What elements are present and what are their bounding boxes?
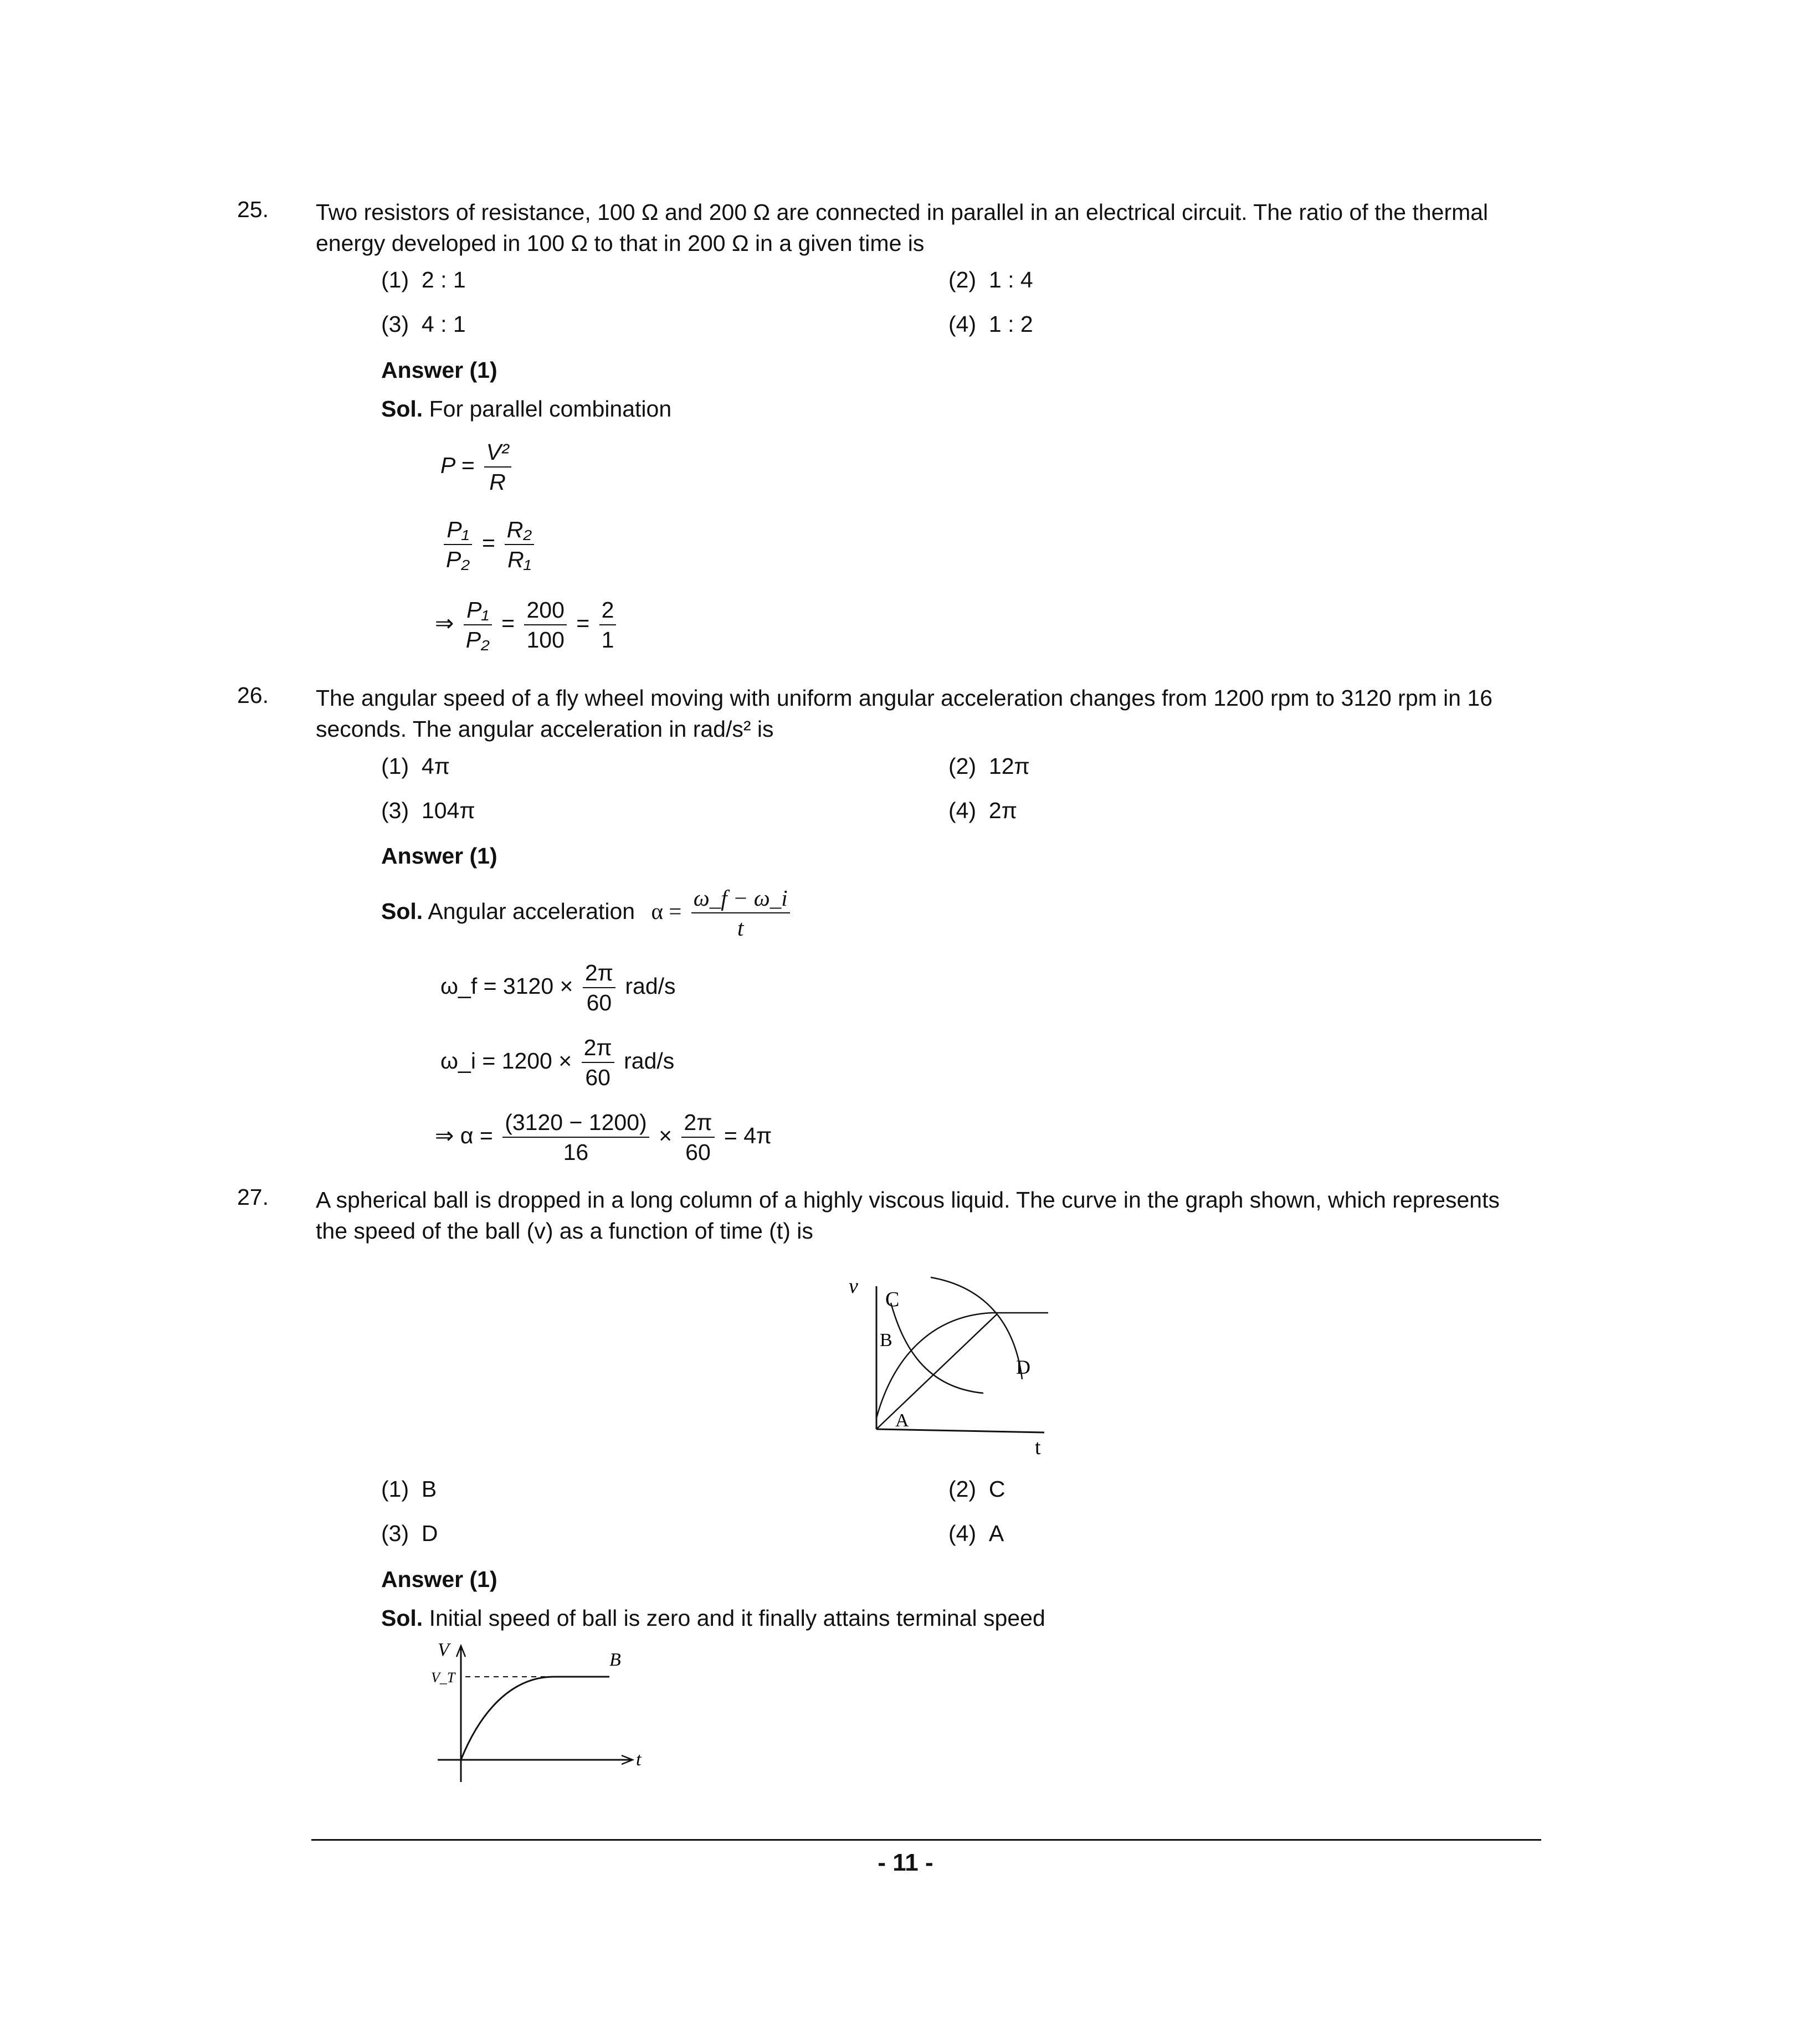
sol-graph-axis-label-v: V <box>438 1640 449 1660</box>
option-2[interactable]: (2) 12π <box>948 753 1030 779</box>
option-2[interactable]: (2) 1 : 4 <box>948 267 1033 292</box>
equation-result: ⇒ $\frac{\text{P₁}}{\text{P₂}}$ = $\frac{200}{100}$ = $\frac{2}{1}$ <box>435 595 619 654</box>
curve-label-a: A <box>895 1410 909 1431</box>
question-27 <box>237 1184 1535 1246</box>
option-1[interactable]: (1) B <box>381 1476 437 1502</box>
question-25 <box>237 197 1535 259</box>
option-2[interactable]: (2) C <box>948 1476 1005 1502</box>
graph-axis-label-v: v <box>849 1275 858 1298</box>
question-text: Two resistors of resistance, 100 Ω and 200 Ω are connected in parallel in an electrical circuit. The ratio of the thermal energy developed in 100 Ω to that in 200 Ω in a given time is <box>316 199 1489 256</box>
question-text: A spherical ball is dropped in a long column of a highly viscous liquid. The curve in the graph shown, which represents the speed of the ball (v) as a function of time (t) is <box>316 1187 1500 1244</box>
solution: Sol. Initial speed of ball is zero and it finally attains terminal speed <box>381 1605 1045 1631</box>
curve-A <box>876 1314 997 1429</box>
equation-ratio: $\frac{\text{P₁}}{\text{P₂}}$ = $\frac{\text{R₂}}{\text{R₁}}$ <box>440 515 537 574</box>
question-number: 26. <box>237 682 269 708</box>
footer-divider <box>311 1839 1541 1841</box>
option-1[interactable]: (1) 2 : 1 <box>381 267 466 292</box>
sol-graph-terminal-label: V_T <box>431 1670 455 1686</box>
equation-omega-final: ω_f = 3120 × $\frac{2\pi}{60}$ rad/s <box>440 958 676 1017</box>
solution: Sol. For parallel combination <box>381 396 672 422</box>
option-3[interactable]: (3) D <box>381 1521 438 1546</box>
question-text: The angular speed of a fly wheel moving with uniform angular acceleration changes from 1200 rpm to 3120 rpm in 16 seconds. The angular acceleration in rad/s² is <box>316 685 1493 742</box>
equation-power: P = $\frac{\text{V²}}{R}$ <box>440 438 515 496</box>
equation-alpha-result: ⇒ α = $\frac{(3120 - 1200)}{16}$ × $\frac{2\pi}{60}$ = 4π <box>435 1108 772 1167</box>
terminal-speed-graph <box>427 1637 659 1803</box>
option-4[interactable]: (4) A <box>948 1521 1004 1546</box>
speed-time-graph <box>842 1268 1064 1468</box>
option-4[interactable]: (4) 2π <box>948 798 1017 823</box>
alpha-formula: α = $\frac{\omega\_f - \omega\_i}{t}$ <box>651 898 793 924</box>
question-26 <box>237 682 1535 744</box>
option-4[interactable]: (4) 1 : 2 <box>948 311 1033 337</box>
option-3[interactable]: (3) 4 : 1 <box>381 311 466 337</box>
curve-label-c: C <box>885 1288 900 1311</box>
page-number: - 11 - <box>878 1849 933 1876</box>
equation-omega-initial: ω_i = 1200 × $\frac{2\pi}{60}$ rad/s <box>440 1033 674 1092</box>
option-3[interactable]: (3) 104π <box>381 798 475 823</box>
graph-axis-label-t: t <box>1035 1436 1041 1459</box>
curve-label-b: B <box>880 1330 892 1350</box>
terminal-speed-curve <box>461 1677 609 1760</box>
curve-label-d: D <box>1016 1356 1030 1378</box>
answer: Answer (1) <box>381 357 497 383</box>
sol-graph-axis-label-t: t <box>636 1749 642 1770</box>
answer: Answer (1) <box>381 1567 497 1592</box>
answer: Answer (1) <box>381 843 497 869</box>
question-number: 27. <box>237 1184 269 1210</box>
solution: Sol. Angular acceleration α = $\frac{\omega\_f - \omega\_i}{t}$ <box>381 884 793 942</box>
option-1[interactable]: (1) 4π <box>381 753 450 779</box>
sol-graph-curve-label: B <box>609 1650 621 1670</box>
question-number: 25. <box>237 197 269 222</box>
